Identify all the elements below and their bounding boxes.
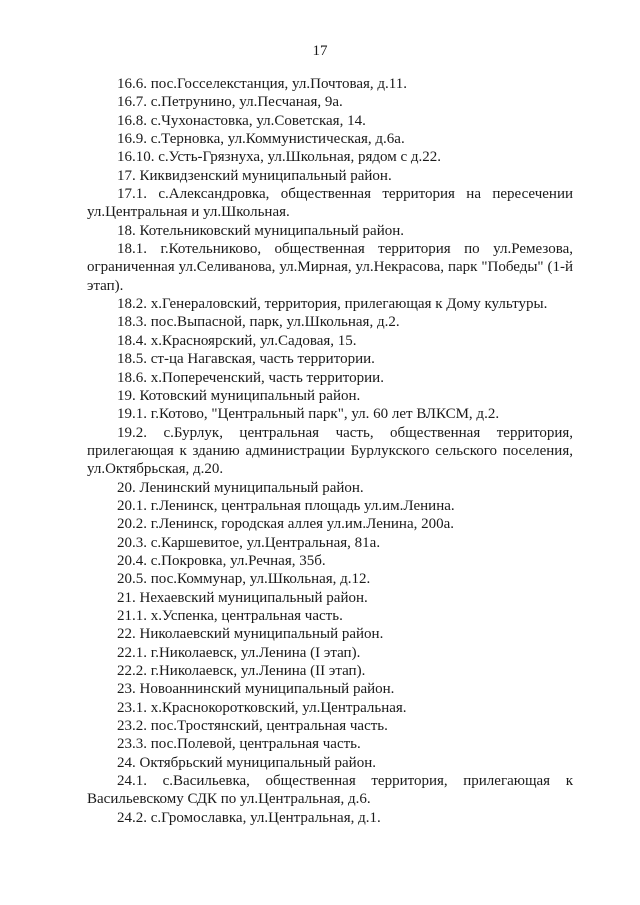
paragraph: 19. Котовский муниципальный район. [117,387,361,404]
paragraph: 22.2. г.Николаевск, ул.Ленина (II этап). [117,663,366,679]
paragraph: 18.1. г.Котельниково, общественная территория по ул.Ремезова, ограниченная ул.Селиванова, ул.Мирная, ул.Некрасова, парк "Победы" (1-й этап). [87,241,573,294]
paragraph: 17.1. с.Александровка, общественная территория на пересечении ул.Центральная и ул.Школьная. [87,186,573,221]
paragraph: 24. Октябрьский муниципальный район. [117,754,376,771]
paragraph: 19.1. г.Котово, "Центральный парк", ул. 60 лет ВЛКСМ, д.2. [117,406,500,423]
paragraph: 21. Нехаевский муниципальный район. [117,589,368,606]
paragraph: 16.8. с.Чухонастовка, ул.Советская, 14. [117,112,366,129]
paragraph: 20.2. г.Ленинск, городская аллея ул.им.Ленина, 200а. [117,516,455,533]
paragraph: 23.3. пос.Полевой, центральная часть. [117,736,361,753]
paragraph: 18.3. пос.Выпасной, парк, ул.Школьная, д.2. [117,314,400,331]
paragraph: 20.4. с.Покровка, ул.Речная, 35б. [117,552,326,569]
paragraph: 16.10. с.Усть-Грязнуха, ул.Школьная, рядом с д.22. [117,149,442,166]
paragraph: 24.1. с.Васильевка, общественная территория, прилегающая к Васильевскому СДК по ул.Центральная, д.6. [87,773,573,808]
paragraph: 18.6. х.Попереченский, часть территории. [117,369,384,386]
paragraph: 16.7. с.Петрунино, ул.Песчаная, 9а. [117,94,343,111]
document-body [87,75,573,827]
paragraph: 24.2. с.Громославка, ул.Центральная, д.1. [117,809,381,826]
paragraph: 18.2. х.Генераловский, территория, прилегающая к Дому культуры. [117,296,548,313]
paragraph: 22.1. г.Николаевск, ул.Ленина (I этап). [117,644,361,661]
paragraph: 23.1. х.Краснокоротковский, ул.Центральная. [117,699,407,716]
page-number: 17 [312,43,328,59]
paragraph: 19.2. с.Бурлук, центральная часть, общественная территория, прилегающая к зданию администрации Бурлукского сельского поселения, ул.Октябрьская, д.20. [87,424,573,478]
paragraph: 20. Ленинский муниципальный район. [117,479,364,496]
paragraph: 18.5. ст-ца Нагавская, часть территории. [117,351,375,368]
paragraph: 16.9. с.Терновка, ул.Коммунистическая, д.6а. [117,131,405,148]
paragraph: 21.1. х.Успенка, центральная часть. [117,607,343,624]
paragraph: 23.2. пос.Тростянский, центральная часть. [117,718,388,735]
paragraph: 17. Киквидзенский муниципальный район. [117,167,392,184]
paragraph: 20.5. пос.Коммунар, ул.Школьная, д.12. [117,571,371,588]
paragraph: 20.3. с.Каршевитое, ул.Центральная, 81а. [117,534,381,551]
paragraph: 16.6. пос.Госселекстанция, ул.Почтовая, д.11. [117,76,407,92]
paragraph: 23. Новоаннинский муниципальный район. [117,681,395,698]
paragraph: 18.4. х.Красноярский, ул.Садовая, 15. [117,332,357,349]
paragraph: 18. Котельниковский муниципальный район. [117,222,405,239]
paragraph: 20.1. г.Ленинск, центральная площадь ул.им.Ленина. [117,497,455,514]
paragraph: 22. Николаевский муниципальный район. [117,626,384,643]
